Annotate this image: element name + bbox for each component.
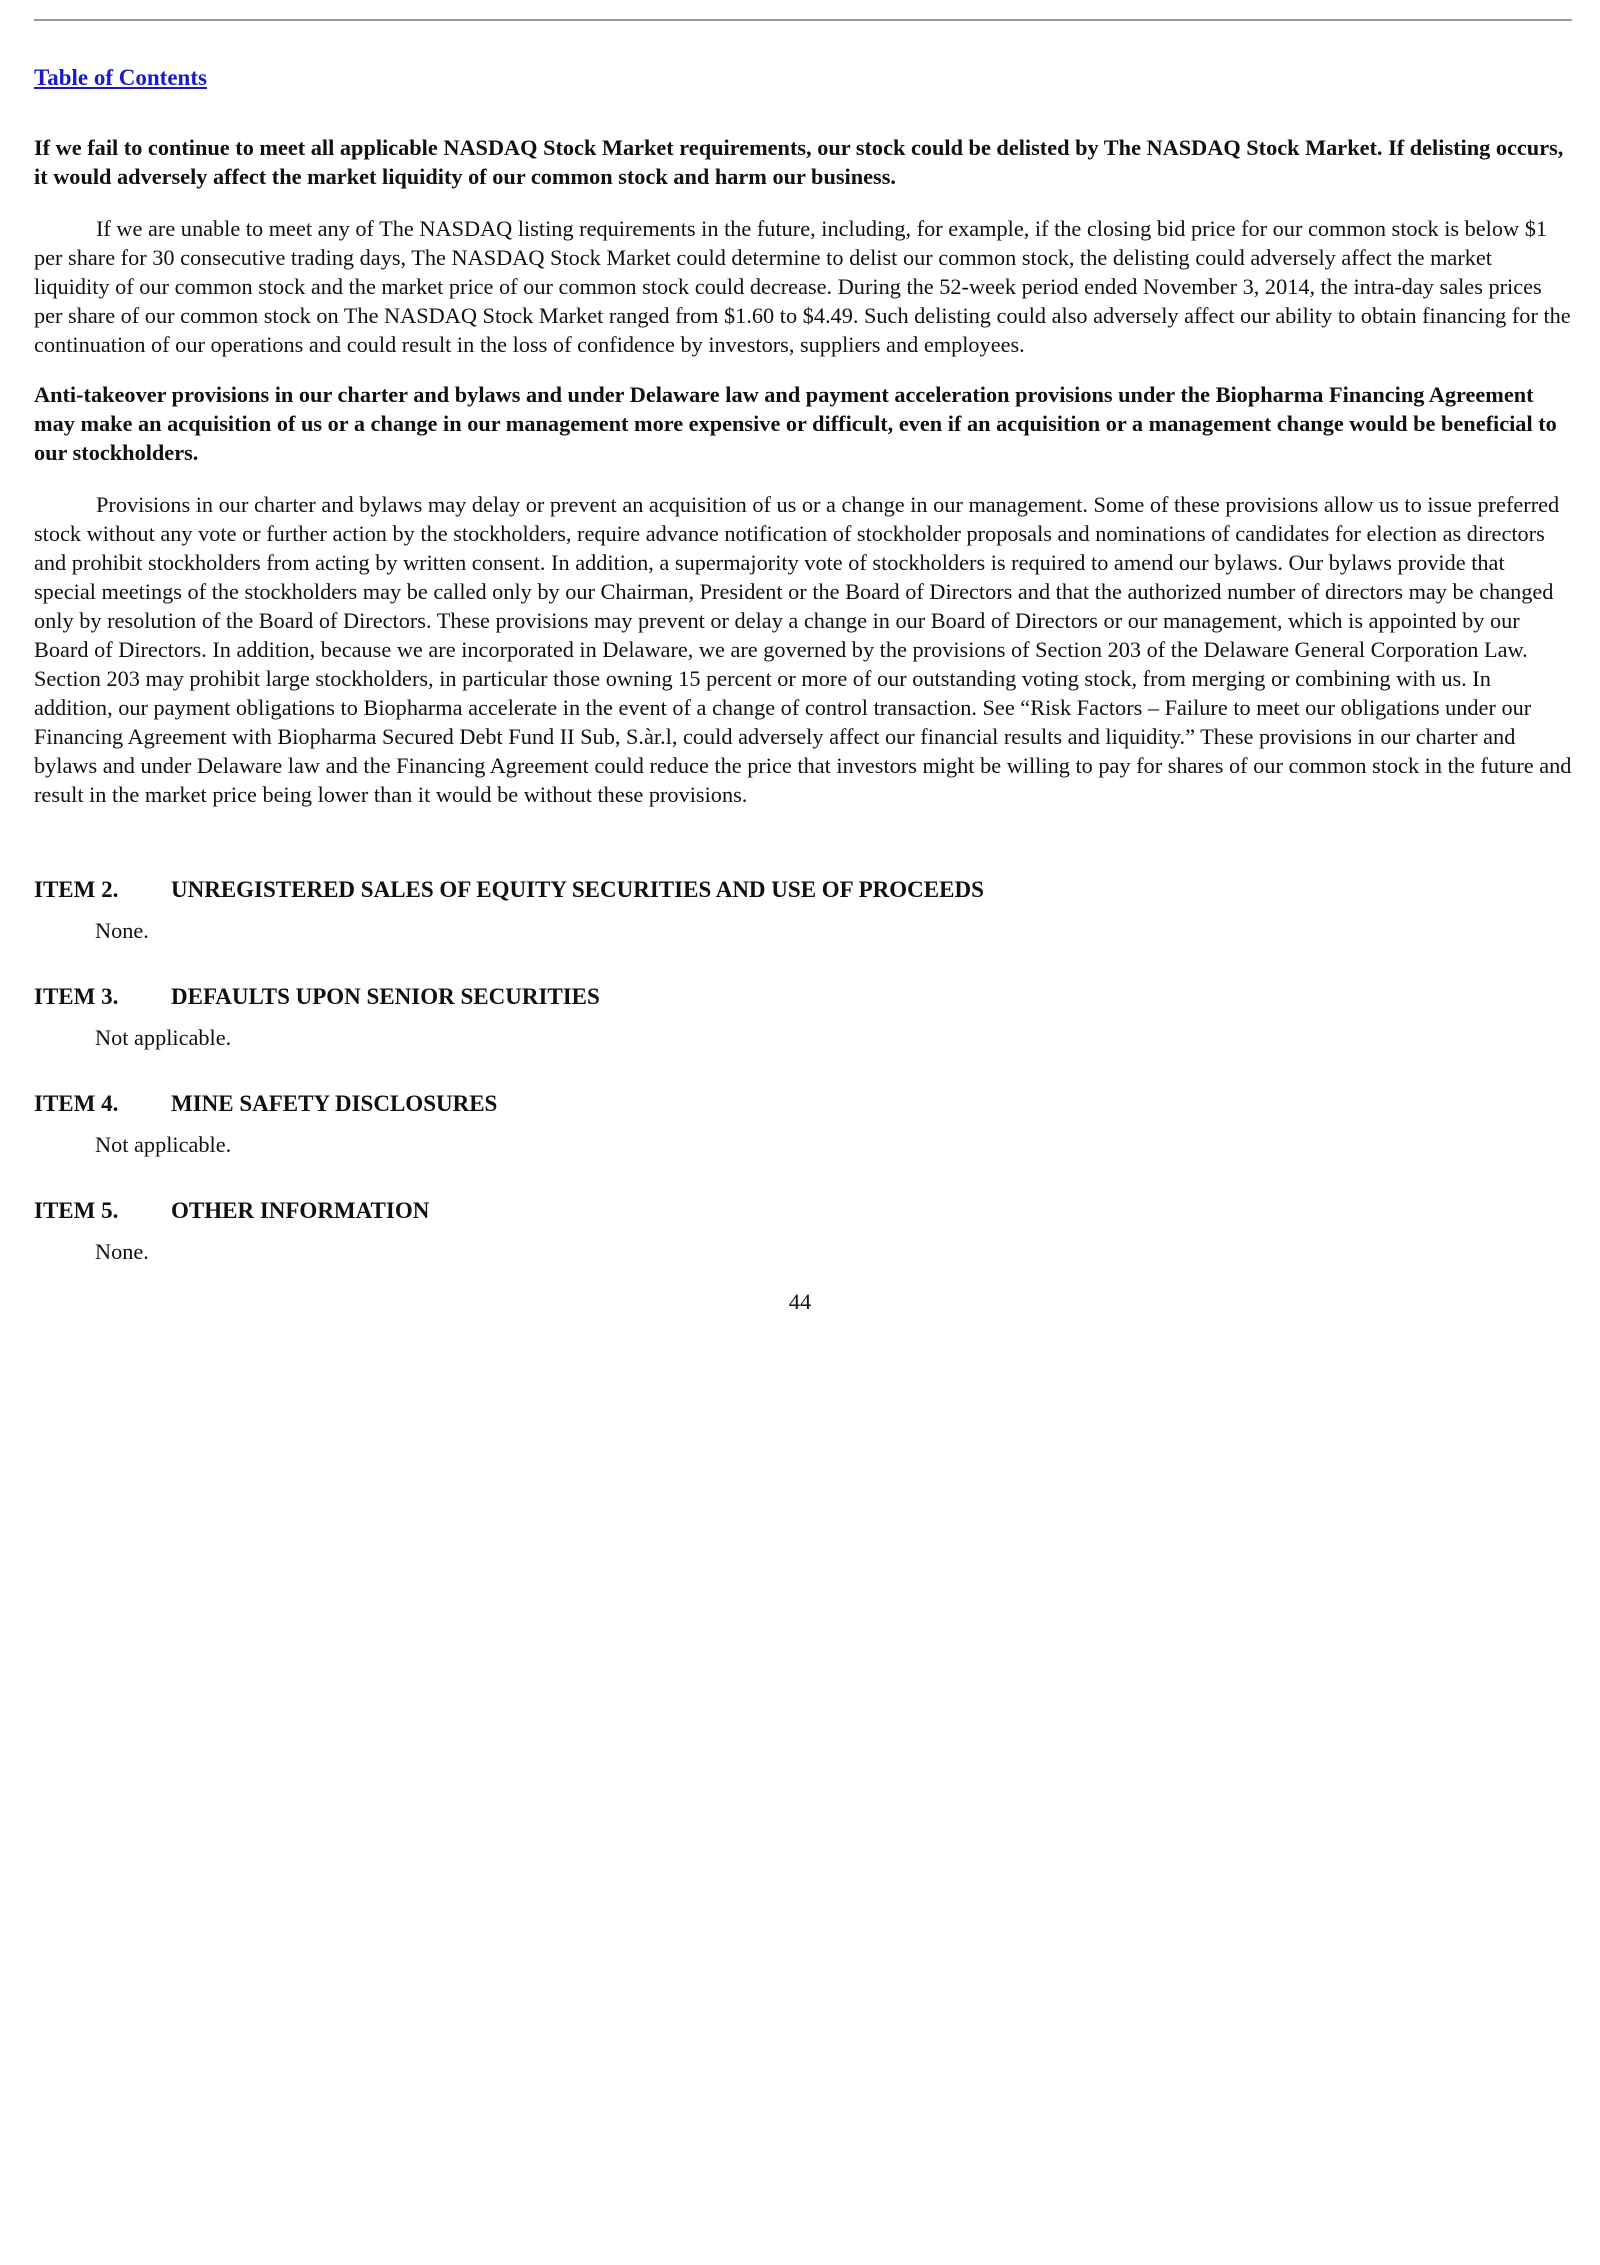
item-4-title: MINE SAFETY DISCLOSURES bbox=[171, 1091, 498, 1116]
top-divider bbox=[34, 19, 1572, 21]
page-number: 44 bbox=[788, 1289, 812, 1314]
nasdaq-risk-paragraph: If we are unable to meet any of The NASDAQ listing requirements in the future, including, for example, if the closing bid price for our common stock is below $1 per share for 30 consecutive trading days, The NASDAQ Stock Market could determine to delist our common stock, the delisting could adversely affect the market liquidity of our common stock and the market price of our common stock could decrease. During the 52-week period ended November 3, 2014, the intra-day sales prices per share of our common stock on The NASDAQ Stock Market ranged from $1.60 to $4.49. Such delisting could also adversely affect our ability to obtain financing for the continuation of our operations and could result in the loss of confidence by investors, suppliers and employees. bbox=[34, 216, 1571, 357]
anti-takeover-paragraph: Provisions in our charter and bylaws may delay or prevent an acquisition of us or a change in our management. Some of these provisions allow us to issue preferred stock without any vote or further action by the stockholders, require advance notification of stockholder proposals and nominations of candidates for election as directors and prohibit stockholders from acting by written consent. In addition, a supermajority vote of stockholders is required to amend our bylaws. Our bylaws provide that special meetings of the stockholders may be called only by our Chairman, President or the Board of Directors and that the authorized number of directors may be changed only by resolution of the Board of Directors. These provisions may prevent or delay a change in our Board of Directors or our management, which is appointed by our Board of Directors. In addition, because we are incorporated in Delaware, we are governed by the provisions of Section 203 of the Delaware General Corporation Law. Section 203 may prohibit large stockholders, in particular those owning 15 percent or more of our outstanding voting stock, from merging or combining with us. In addition, our payment obligations to Biopharma accelerate in the event of a change of control transaction. See “Risk Factors – Failure to meet our obligations under our Financing Agreement with Biopharma Secured Debt Fund II Sub, S.àr.l, could adversely affect our financial results and liquidity.” These provisions in our charter and bylaws and under Delaware law and the Financing Agreement could reduce the price that investors might be willing to pay for shares of our common stock in the future and result in the market price being lower than it would be without these provisions. bbox=[34, 492, 1572, 807]
item-3-body: Not applicable. bbox=[95, 1025, 232, 1050]
item-2-number: ITEM 2. bbox=[34, 877, 119, 902]
table-of-contents-link[interactable]: Table of Contents bbox=[34, 65, 207, 90]
item-2-title: UNREGISTERED SALES OF EQUITY SECURITIES AND USE OF PROCEEDS bbox=[171, 877, 984, 902]
item-5-body: None. bbox=[95, 1239, 149, 1264]
item-5-number: ITEM 5. bbox=[34, 1198, 119, 1223]
nasdaq-risk-heading: If we fail to continue to meet all applicable NASDAQ Stock Market requirements, our stock could be delisted by The NASDAQ Stock Market. If delisting occurs, it would adversely affect the market liquidity of our common stock and harm our business. bbox=[34, 135, 1564, 189]
item-4-body: Not applicable. bbox=[95, 1132, 232, 1157]
item-2-body: None. bbox=[95, 918, 149, 943]
item-3-title: DEFAULTS UPON SENIOR SECURITIES bbox=[171, 984, 600, 1009]
item-4-number: ITEM 4. bbox=[34, 1091, 119, 1116]
anti-takeover-heading: Anti-takeover provisions in our charter and bylaws and under Delaware law and payment acceleration provisions under the Biopharma Financing Agreement may make an acquisition of us or a change in our management more expensive or difficult, even if an acquisition or a management change would be beneficial to our stockholders. bbox=[34, 382, 1557, 465]
item-5-title: OTHER INFORMATION bbox=[171, 1198, 430, 1223]
item-3-number: ITEM 3. bbox=[34, 984, 119, 1009]
